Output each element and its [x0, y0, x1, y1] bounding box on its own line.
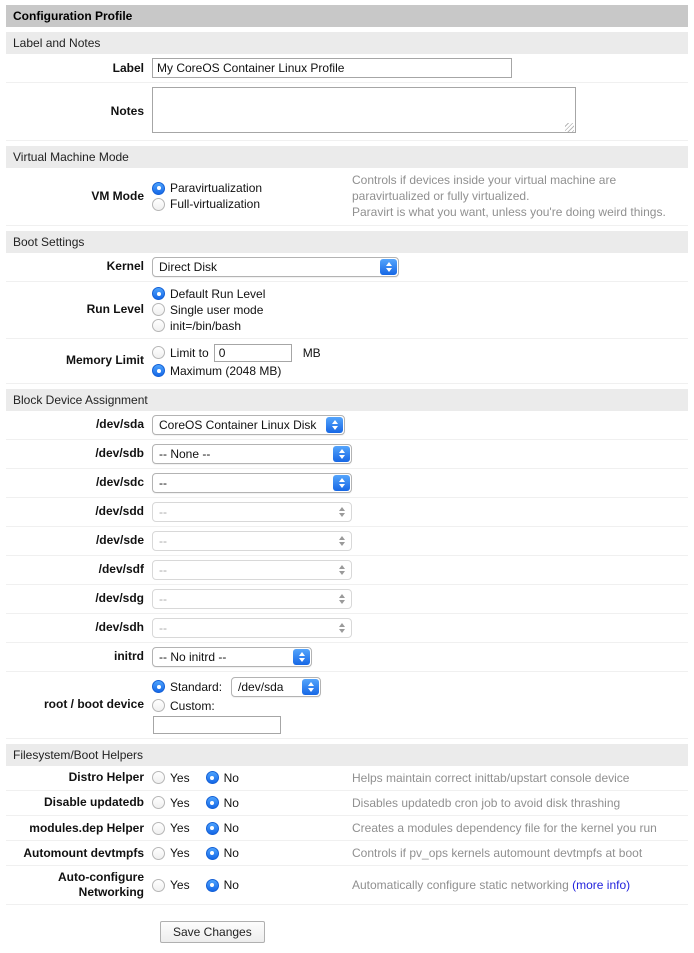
page-title: Configuration Profile — [6, 5, 688, 27]
run-level-label: Run Level — [86, 302, 144, 317]
dev-sdd-select-value: -- — [159, 504, 167, 519]
dev-sda-label: /dev/sda — [95, 417, 144, 432]
modules-dep-helper-label: modules.dep Helper — [29, 820, 144, 835]
dev-sdc-row — [6, 469, 688, 498]
init-bin-bash-radio-label: init=/bin/bash — [170, 318, 242, 333]
distro-helper-row — [6, 766, 688, 791]
radio-selected-icon — [206, 879, 219, 892]
radio-unselected-icon — [152, 847, 165, 860]
radio-selected-icon — [152, 287, 165, 300]
section-virtual-machine-mode: Virtual Machine Mode — [6, 146, 688, 168]
distro-helper-help: Helps maintain correct inittab/upstart console device — [352, 770, 630, 785]
no-label: No — [223, 878, 239, 893]
disable-updatedb-help: Disables updatedb cron job to avoid disk thrashing — [352, 795, 621, 810]
full-virtualization-radio[interactable] — [152, 196, 352, 212]
label-row — [6, 54, 688, 83]
no-label: No — [223, 821, 239, 836]
kernel-row — [6, 253, 688, 282]
modules-dep-helper-no-radio[interactable] — [206, 821, 239, 835]
notes-field-label: Notes — [110, 104, 144, 118]
radio-selected-icon — [206, 847, 219, 860]
modules-dep-helper-yes-radio[interactable] — [152, 821, 190, 835]
vm-mode-label: VM Mode — [91, 188, 144, 203]
notes-textarea[interactable] — [152, 87, 576, 133]
auto-configure-networking-no-radio[interactable] — [206, 878, 239, 892]
auto-configure-networking-row — [6, 866, 688, 905]
memory-limit-to-label: Limit to — [170, 345, 209, 360]
memory-limit-label: Memory Limit — [65, 353, 144, 368]
radio-unselected-icon — [152, 879, 165, 892]
section-filesystem-boot-helpers: Filesystem/Boot Helpers — [6, 744, 688, 766]
radio-selected-icon — [206, 796, 219, 809]
yes-label: Yes — [170, 770, 190, 785]
dev-sdb-select[interactable] — [152, 444, 352, 464]
disable-updatedb-row — [6, 791, 688, 816]
memory-unit-label: MB — [302, 345, 321, 360]
chevron-up-down-icon — [333, 591, 350, 607]
radio-selected-icon — [152, 182, 165, 195]
vm-mode-row — [6, 168, 688, 226]
single-user-mode-radio[interactable] — [152, 302, 265, 318]
automount-devtmpfs-no-radio[interactable] — [206, 846, 239, 860]
dev-sdf-row — [6, 556, 688, 585]
modules-dep-helper-help: Creates a modules dependency file for the kernel you run — [352, 820, 657, 835]
dev-sda-row — [6, 411, 688, 440]
default-run-level-radio[interactable] — [152, 286, 265, 302]
root-standard-label: Standard: — [170, 679, 223, 694]
dev-sdb-select-value: -- None -- — [159, 446, 211, 461]
memory-maximum-radio[interactable] — [152, 363, 321, 379]
chevron-up-down-icon — [302, 679, 319, 695]
root-standard-select-value: /dev/sda — [238, 679, 284, 694]
save-row — [6, 921, 688, 943]
dev-sdc-label: /dev/sdc — [95, 475, 144, 490]
radio-unselected-icon — [152, 699, 165, 712]
automount-devtmpfs-help: Controls if pv_ops kernels automount devtmpfs at boot — [352, 846, 643, 861]
dev-sdd-row — [6, 498, 688, 527]
no-label: No — [223, 795, 239, 810]
disable-updatedb-label: Disable updatedb — [43, 795, 144, 810]
radio-selected-icon — [152, 364, 165, 377]
dev-sdh-label: /dev/sdh — [95, 620, 144, 635]
auto-configure-networking-help — [352, 877, 688, 893]
memory-maximum-label: Maximum (2048 MB) — [170, 363, 282, 378]
radio-unselected-icon — [152, 346, 165, 359]
radio-selected-icon — [206, 771, 219, 784]
memory-limit-row — [6, 339, 688, 384]
init-bin-bash-radio[interactable] — [152, 318, 265, 334]
initrd-select-value: -- No initrd -- — [159, 649, 227, 664]
dev-sdf-select-value: -- — [159, 562, 167, 577]
label-input[interactable] — [152, 58, 512, 78]
single-user-mode-radio-label: Single user mode — [170, 302, 264, 317]
radio-unselected-icon — [152, 303, 165, 316]
dev-sdh-select-value: -- — [159, 620, 167, 635]
dev-sdg-select — [152, 589, 352, 609]
chevron-up-down-icon — [326, 417, 343, 433]
memory-limit-input[interactable] — [214, 344, 292, 362]
vm-mode-help — [352, 172, 688, 221]
dev-sde-select-value: -- — [159, 533, 167, 548]
chevron-up-down-icon — [333, 446, 350, 462]
notes-row — [6, 83, 688, 141]
dev-sdd-select — [152, 502, 352, 522]
more-info-link[interactable]: (more info) — [572, 878, 631, 893]
yes-label: Yes — [170, 795, 190, 810]
kernel-label: Kernel — [106, 259, 144, 274]
chevron-up-down-icon — [333, 504, 350, 520]
dev-sdh-row — [6, 614, 688, 643]
no-label: No — [223, 770, 239, 785]
dev-sda-select-value: CoreOS Container Linux Disk — [159, 417, 317, 432]
automount-devtmpfs-yes-radio[interactable] — [152, 846, 190, 860]
disable-updatedb-no-radio[interactable] — [206, 796, 239, 810]
dev-sda-select[interactable] — [152, 415, 345, 435]
radio-unselected-icon — [152, 319, 165, 332]
section-boot-settings: Boot Settings — [6, 231, 688, 253]
paravirtualization-radio-label: Paravirtualization — [170, 181, 263, 196]
dev-sdh-select — [152, 618, 352, 638]
radio-unselected-icon — [152, 198, 165, 211]
disable-updatedb-yes-radio[interactable] — [152, 796, 190, 810]
vm-mode-help-line2: Paravirt is what you want, unless you're doing weird things. — [352, 205, 666, 220]
kernel-select-value: Direct Disk — [159, 259, 218, 274]
radio-selected-icon — [152, 680, 165, 693]
root-boot-device-label: root / boot device — [43, 697, 144, 712]
save-changes-button[interactable]: Save Changes — [160, 921, 265, 943]
dev-sdg-label: /dev/sdg — [95, 591, 144, 606]
root-standard-select[interactable] — [231, 677, 321, 697]
auto-configure-networking-label: Auto-configure Networking — [58, 870, 144, 900]
auto-configure-networking-yes-radio[interactable] — [152, 878, 190, 892]
initrd-select[interactable] — [152, 647, 312, 667]
automount-devtmpfs-label: Automount devtmpfs — [23, 845, 144, 860]
dev-sde-label: /dev/sde — [95, 533, 144, 548]
paravirtualization-radio[interactable] — [152, 180, 352, 196]
label-field-label: Label — [112, 60, 144, 75]
chevron-up-down-icon — [333, 620, 350, 636]
dev-sdb-row — [6, 440, 688, 469]
dev-sdg-row — [6, 585, 688, 614]
root-standard-radio[interactable] — [152, 676, 321, 698]
chevron-up-down-icon — [380, 259, 397, 275]
root-custom-radio[interactable] — [152, 698, 321, 714]
modules-dep-helper-row — [6, 816, 688, 841]
kernel-select[interactable] — [152, 257, 399, 277]
chevron-up-down-icon — [333, 475, 350, 491]
distro-helper-label: Distro Helper — [68, 770, 144, 785]
dev-sdc-select[interactable] — [152, 473, 352, 493]
root-custom-input[interactable] — [153, 716, 281, 734]
auto-configure-networking-help-text: Automatically configure static networking — [352, 878, 569, 893]
radio-unselected-icon — [152, 822, 165, 835]
dev-sdf-select — [152, 560, 352, 580]
chevron-up-down-icon — [333, 533, 350, 549]
memory-limit-to-radio[interactable] — [152, 343, 321, 363]
dev-sdc-select-value: -- — [159, 475, 167, 490]
section-label-and-notes: Label and Notes — [6, 32, 688, 54]
vm-mode-help-line1: Controls if devices inside your virtual machine are paravirtualized or fully virtualized. — [352, 173, 617, 204]
yes-label: Yes — [170, 846, 190, 861]
dev-sde-row — [6, 527, 688, 556]
initrd-label: initrd — [114, 649, 144, 664]
dev-sdb-label: /dev/sdb — [95, 446, 144, 461]
chevron-up-down-icon — [333, 562, 350, 578]
yes-label: Yes — [170, 878, 190, 893]
automount-devtmpfs-row — [6, 841, 688, 866]
dev-sdg-select-value: -- — [159, 591, 167, 606]
no-label: No — [223, 846, 239, 861]
distro-helper-no-radio[interactable] — [206, 771, 239, 785]
radio-unselected-icon — [152, 771, 165, 784]
root-boot-device-row — [6, 672, 688, 739]
root-custom-label: Custom: — [170, 698, 215, 713]
section-block-device-assignment: Block Device Assignment — [6, 389, 688, 411]
full-virtualization-radio-label: Full-virtualization — [170, 197, 261, 212]
default-run-level-radio-label: Default Run Level — [170, 286, 266, 301]
radio-selected-icon — [206, 822, 219, 835]
run-level-row — [6, 282, 688, 339]
dev-sdf-label: /dev/sdf — [98, 562, 144, 577]
dev-sde-select — [152, 531, 352, 551]
chevron-up-down-icon — [293, 649, 310, 665]
initrd-row — [6, 643, 688, 672]
distro-helper-yes-radio[interactable] — [152, 771, 190, 785]
yes-label: Yes — [170, 821, 190, 836]
radio-unselected-icon — [152, 796, 165, 809]
dev-sdd-label: /dev/sdd — [95, 504, 144, 519]
